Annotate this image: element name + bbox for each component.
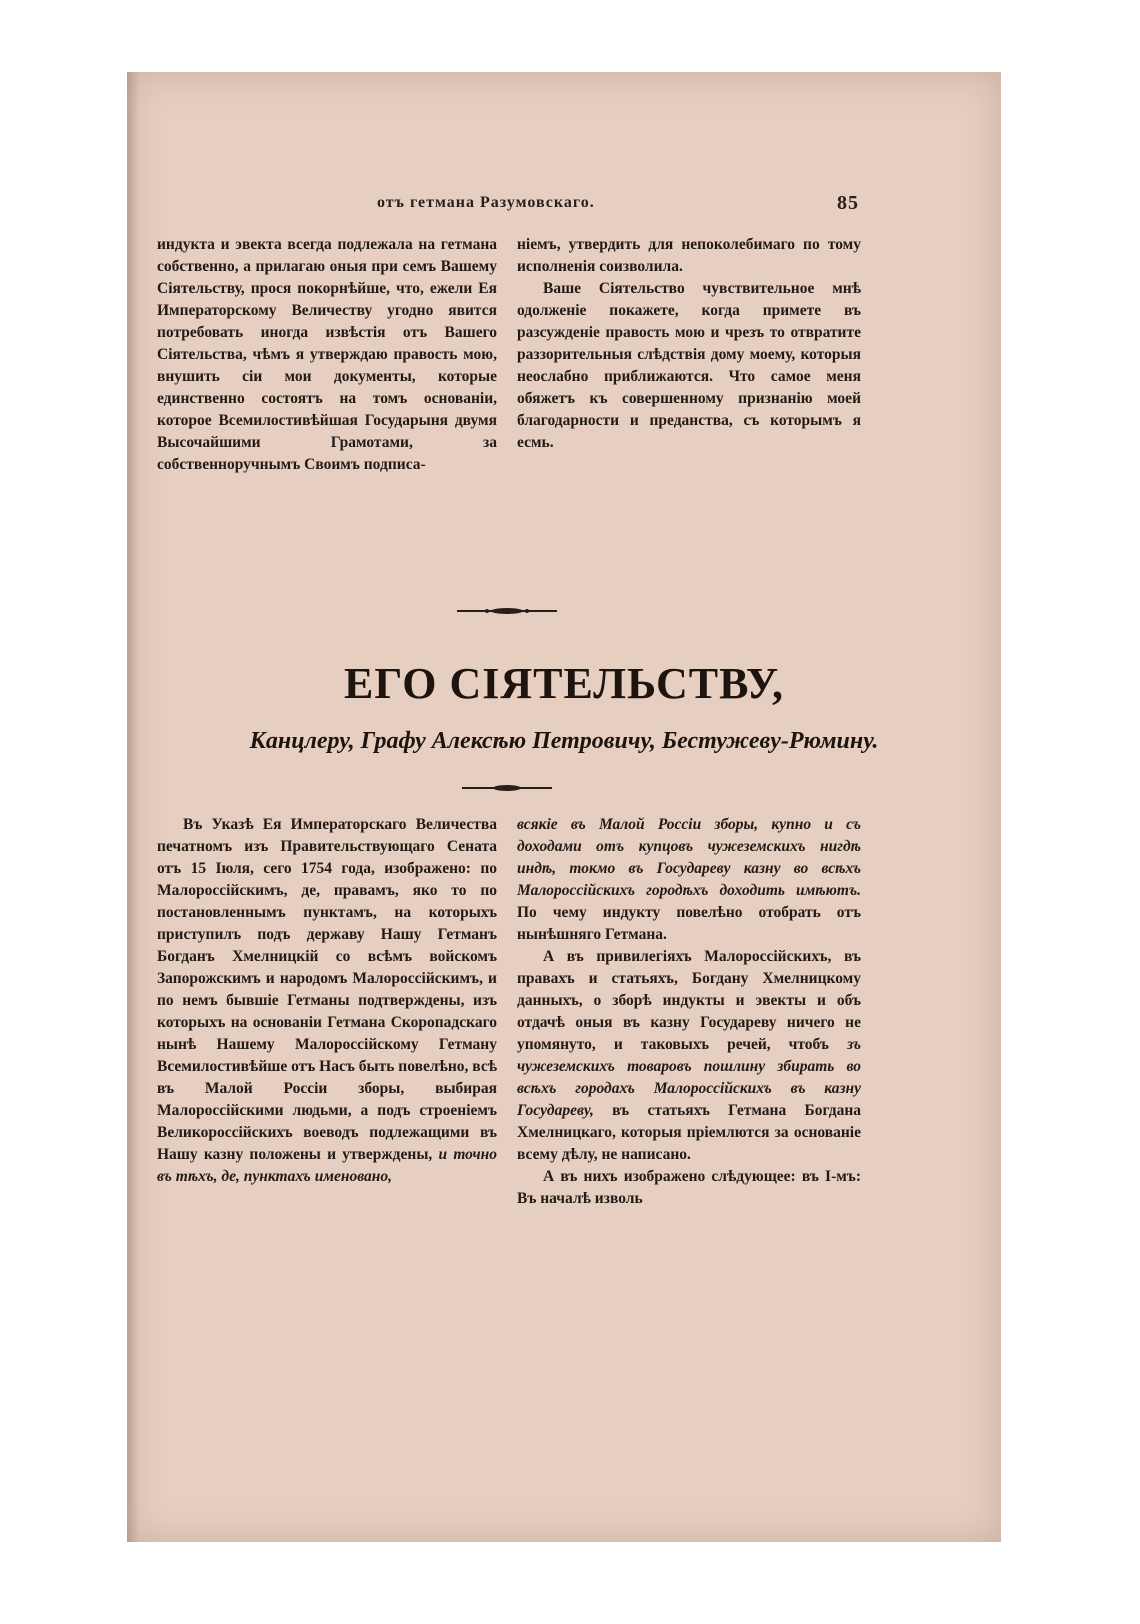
ornament-icon (457, 783, 557, 793)
lower-left-italic: и точно въ тѣхъ, де, пунктахъ именовано, (157, 1146, 498, 1185)
running-head (127, 190, 1001, 214)
ornament-divider-top (457, 601, 557, 611)
ornament-divider-bottom (457, 778, 557, 788)
upper-left-column (157, 234, 497, 476)
lower-left-text: Въ Указѣ Ея Императорскаго Величества печатномъ изъ Правительствующаго Сената отъ 15 Іюля, сего 1754 года, изображено: по Малороссійскимъ, де, правамъ, яко то по постановленнымъ пунктамъ, на которыхъ приступилъ подъ державу Нашу Гетманъ Богданъ Хмелницкій со всѣмъ войскомъ Запорожскимъ и народомъ Малороссійскимъ, и по немъ бывшіе Гетманы подтверждены, изъ которыхъ на основаніи Гетмана Скоропадскаго нынѣ Нашему Малороссійскому Гетману Всемилостивѣйше отъ Насъ быть повелѣно, всѣ въ Малой Россіи зборы, выбирая Малороссійскими людьми, а подъ строеніемъ Великороссійскихъ воеводъ подлежащими въ Нашу казну положены и утверждены, (157, 816, 498, 1163)
lower-right-paragraph-3: А въ нихъ изображено слѣдующее: въ І-мъ: Въ началѣ изволь (517, 1168, 861, 1207)
running-head-title: отъ гетмана Разумовскаго. (377, 194, 595, 211)
upper-right-paragraph-1: ніемъ, утвердить для непоколебимаго по тому исполненія соизволила. (517, 236, 861, 275)
page-number: 85 (837, 192, 859, 214)
upper-left-paragraph: индукта и эвекта всегда подлежала на гетмана собственно, а прилагаю оныя при семъ Вашему Сіятельству, прося покорнѣйше, что, ежели Ея Императорскому Величеству угодно явится потребовать иногда извѣстія отъ Вашего Сіятельства, чѣмъ я утверждаю правость мою, внушить сіи мои документы, которые единственно состоятъ на томъ основаніи, которое Всемилостивѣйшая Государыня двумя Высочайшими Грамотами, за собственноручнымъ Своимъ подписа- (157, 236, 497, 473)
ornament-icon (457, 606, 557, 616)
letter-heading: ЕГО СІЯТЕЛЬСТВУ, (343, 659, 785, 708)
lower-left-paragraph (157, 814, 497, 1188)
lower-right-text-1: По чему индукту повелѣно отобрать отъ нынѣшняго Гетмана. (517, 904, 861, 943)
lower-right-column (517, 814, 861, 1210)
book-page (127, 72, 1001, 1542)
lower-right-paragraph-2 (517, 946, 861, 1166)
letter-subheading: Канцлеру, Графу Алексѣю Петровичу, Бестужеву-Рюмину. (249, 728, 879, 754)
lower-right-text-2b: въ статьяхъ Гетмана Богдана Хмелницкаго, которыя пріемлются за основаніе всему дѣлу, не написано. (517, 1102, 861, 1163)
upper-right-column (517, 234, 861, 454)
lower-right-text-2a: А въ привилегіяхъ Малороссійскихъ, въ правахъ и статьяхъ, Богдану Хмелницкому данныхъ, о зборѣ индукты и эвекты и объ отдачѣ оныя въ казну Государеву ничего не упомянуто, и таковыхъ речей, чтобъ (517, 948, 861, 1053)
lower-right-italic-1: всякіе въ Малой Россіи зборы, купно и съ доходами отъ купцовъ чужеземскихъ нигдѣ индѣ, токмо въ Государеву казну во всѣхъ Малороссійскихъ городѣхъ доходить имѣютъ. (517, 816, 861, 899)
upper-right-paragraph-2: Ваше Сіятельство чувствительное мнѣ одолженіе покажете, когда примете въ разсужденіе правость мою и чрезъ то отвратите раззорительныя слѣдствія дому моему, которыя неослабно приближаются. Что самое меня обяжетъ къ совершенному признанію моей благодарности и преданства, съ которымъ я есмь. (517, 280, 861, 451)
lower-right-paragraph-1 (517, 814, 861, 946)
lower-left-column (157, 814, 497, 1188)
lower-right-italic-2: зъ чужеземскихъ товаровъ пошлину збирать во всѣхъ городахъ Малороссійскихъ въ казну Государеву, (517, 1036, 862, 1119)
